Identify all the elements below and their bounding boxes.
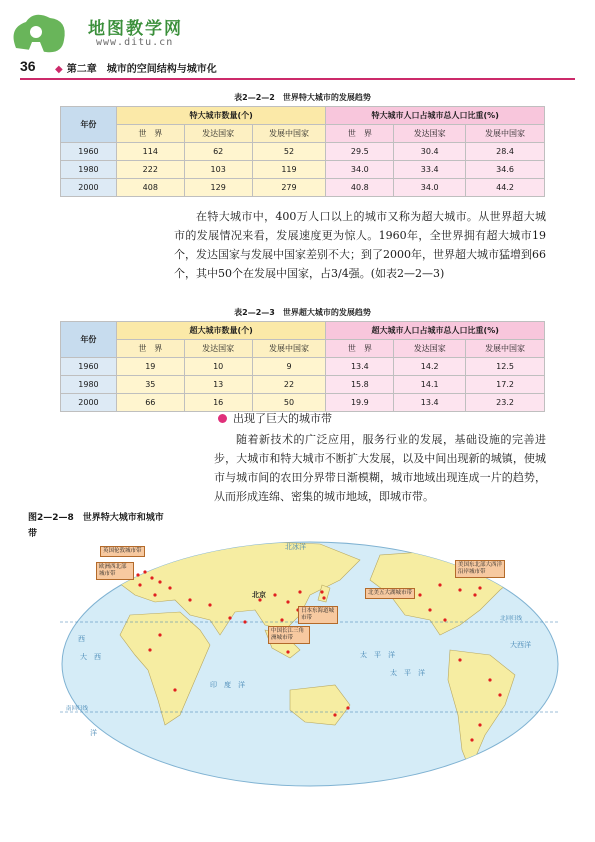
table-cell: 10 [184, 358, 252, 376]
table-row [61, 179, 545, 197]
table2-group2-header: 超大城市人口占城市总人口比重(%) [326, 322, 545, 340]
table-cell: 62 [184, 143, 252, 161]
table-cell: 50 [252, 394, 326, 412]
table-cell: 44.2 [466, 179, 545, 197]
table1-year-header: 年份 [61, 107, 117, 143]
body-paragraph: 在特大城市中，400万人口以上的城市又称为超大城市。从世界超大城市的发展情况来看，发展速度更为惊人。1960年，全世界拥有超大城市19个，发达国家与发展中国家差别不大；到了2000年，世界超大城市猛增到66个，其中50个在发展中国家，占3/4强。(如表2—2—3) [174, 210, 546, 280]
table-cell: 30.4 [394, 143, 466, 161]
table-cell: 66 [116, 394, 184, 412]
table1-sub-header: 发达国家 [184, 125, 252, 143]
table-cell: 13.4 [394, 394, 466, 412]
table-cell: 129 [184, 179, 252, 197]
table-cell: 40.8 [326, 179, 394, 197]
table-cell: 14.2 [394, 358, 466, 376]
table-cell: 103 [184, 161, 252, 179]
table2 [60, 321, 545, 412]
chapter-title: 第二章 城市的空间结构与城市化 [66, 64, 217, 75]
label-bosnywash-megalopolis: 美国东北部大西洋沿岸城市带 [455, 560, 505, 578]
label-uk-megalopolis: 英国伦敦城市带 [100, 546, 145, 557]
table-cell: 119 [252, 161, 326, 179]
table2-sub-header: 发达国家 [394, 340, 466, 358]
label-tropic-of-capricorn: 南回归线 [66, 706, 89, 712]
table1-group1-header: 特大城市数量(个) [116, 107, 326, 125]
table2-year-header: 年份 [61, 322, 117, 358]
ocean-label-xi: 西 [78, 635, 85, 643]
section-paragraph: 随着新技术的广泛应用，服务行业的发展，基础设施的完善进步，大城市和特大城市不断扩大发展，以及中间出现新的城镇，使城市与城市间的农田分界带日渐模糊，城市地域出现连成一片的趋势，从而形成连绵、密集的城市地域，即城市带。 [214, 433, 546, 503]
table1-sub-header: 发展中国家 [252, 125, 326, 143]
table-row [61, 376, 545, 394]
ocean-label-pacific-east: 太 平 洋 [390, 669, 425, 677]
table-cell: 52 [252, 143, 326, 161]
bullet-dot-icon [218, 414, 227, 423]
table2-sub-header: 发达国家 [184, 340, 252, 358]
table2-caption: 表2—2—3 世界超大城市的发展趋势 [234, 308, 371, 317]
table-cell: 19.9 [326, 394, 394, 412]
table-row [61, 161, 545, 179]
table-cell: 2000 [61, 394, 117, 412]
table-cell: 33.4 [394, 161, 466, 179]
section-title-text: 出现了巨大的城市带 [233, 412, 332, 425]
table-cell: 17.2 [466, 376, 545, 394]
label-beijing: 北京 [252, 591, 266, 599]
watermark-site-name: 地图教学网 [88, 19, 183, 39]
table1-sub-header: 发展中国家 [466, 125, 545, 143]
header-rule [20, 78, 575, 80]
table1-group2-header: 特大城市人口占城市总人口比重(%) [326, 107, 545, 125]
table-cell: 29.5 [326, 143, 394, 161]
table-cell: 13 [184, 376, 252, 394]
label-china-megalopolis: 中国长江三角洲城市带 [268, 626, 310, 644]
site-logo-icon [6, 8, 70, 60]
table-cell: 222 [116, 161, 184, 179]
table2-sub-header: 世 界 [326, 340, 394, 358]
table-cell: 1960 [61, 358, 117, 376]
label-great-lakes-megalopolis: 北美五大湖城市带 [365, 588, 415, 599]
table-cell: 408 [116, 179, 184, 197]
ocean-label-arctic: 北冰洋 [285, 543, 306, 551]
table-row [61, 394, 545, 412]
table-cell: 1980 [61, 376, 117, 394]
table1-caption: 表2—2—2 世界特大城市的发展趋势 [234, 93, 371, 102]
table-cell: 16 [184, 394, 252, 412]
label-europe-megalopolis: 欧洲西北部城市带 [96, 562, 134, 580]
table1-sub-header: 发达国家 [394, 125, 466, 143]
table-cell: 19 [116, 358, 184, 376]
table2-sub-header: 发展中国家 [252, 340, 326, 358]
table-cell: 279 [252, 179, 326, 197]
table-row [61, 143, 545, 161]
table-cell: 9 [252, 358, 326, 376]
table2-group1-header: 超大城市数量(个) [116, 322, 326, 340]
table-cell: 22 [252, 376, 326, 394]
world-map [60, 540, 560, 788]
table2-sub-header: 世 界 [116, 340, 184, 358]
table-cell: 2000 [61, 179, 117, 197]
table-cell: 1980 [61, 161, 117, 179]
ocean-label-pacific-west: 太 平 洋 [360, 651, 395, 659]
ocean-label-indian: 印 度 洋 [210, 681, 245, 689]
ocean-label-atlantic-west: 大 西 [80, 653, 101, 661]
table1-sub-header: 世 界 [326, 125, 394, 143]
label-tropic-of-cancer: 北回归线 [500, 616, 523, 622]
watermark-site-url: www.ditu.cn [96, 37, 174, 48]
ocean-label-atlantic-east: 大西洋 [510, 641, 531, 649]
table-cell: 34.6 [466, 161, 545, 179]
label-japan-megalopolis: 日本东海道城市带 [298, 606, 338, 624]
table-cell: 15.8 [326, 376, 394, 394]
table2-sub-header: 发展中国家 [466, 340, 545, 358]
section-title [218, 410, 332, 426]
table1 [60, 106, 545, 197]
figure-caption: 图2—2—8 世界特大城市和城市带 [28, 513, 164, 539]
table-cell: 35 [116, 376, 184, 394]
table-cell: 1960 [61, 143, 117, 161]
table-row [61, 358, 545, 376]
table-cell: 12.5 [466, 358, 545, 376]
table-cell: 34.0 [394, 179, 466, 197]
table1-sub-header: 世 界 [116, 125, 184, 143]
table-cell: 34.0 [326, 161, 394, 179]
table-cell: 28.4 [466, 143, 545, 161]
table-cell: 114 [116, 143, 184, 161]
table-cell: 13.4 [326, 358, 394, 376]
page-number: 36 [20, 58, 36, 74]
table-cell: 23.2 [466, 394, 545, 412]
diamond-icon: ◆ [55, 64, 63, 75]
ocean-label-yang: 洋 [90, 729, 97, 737]
chapter-header [55, 60, 217, 75]
table-cell: 14.1 [394, 376, 466, 394]
